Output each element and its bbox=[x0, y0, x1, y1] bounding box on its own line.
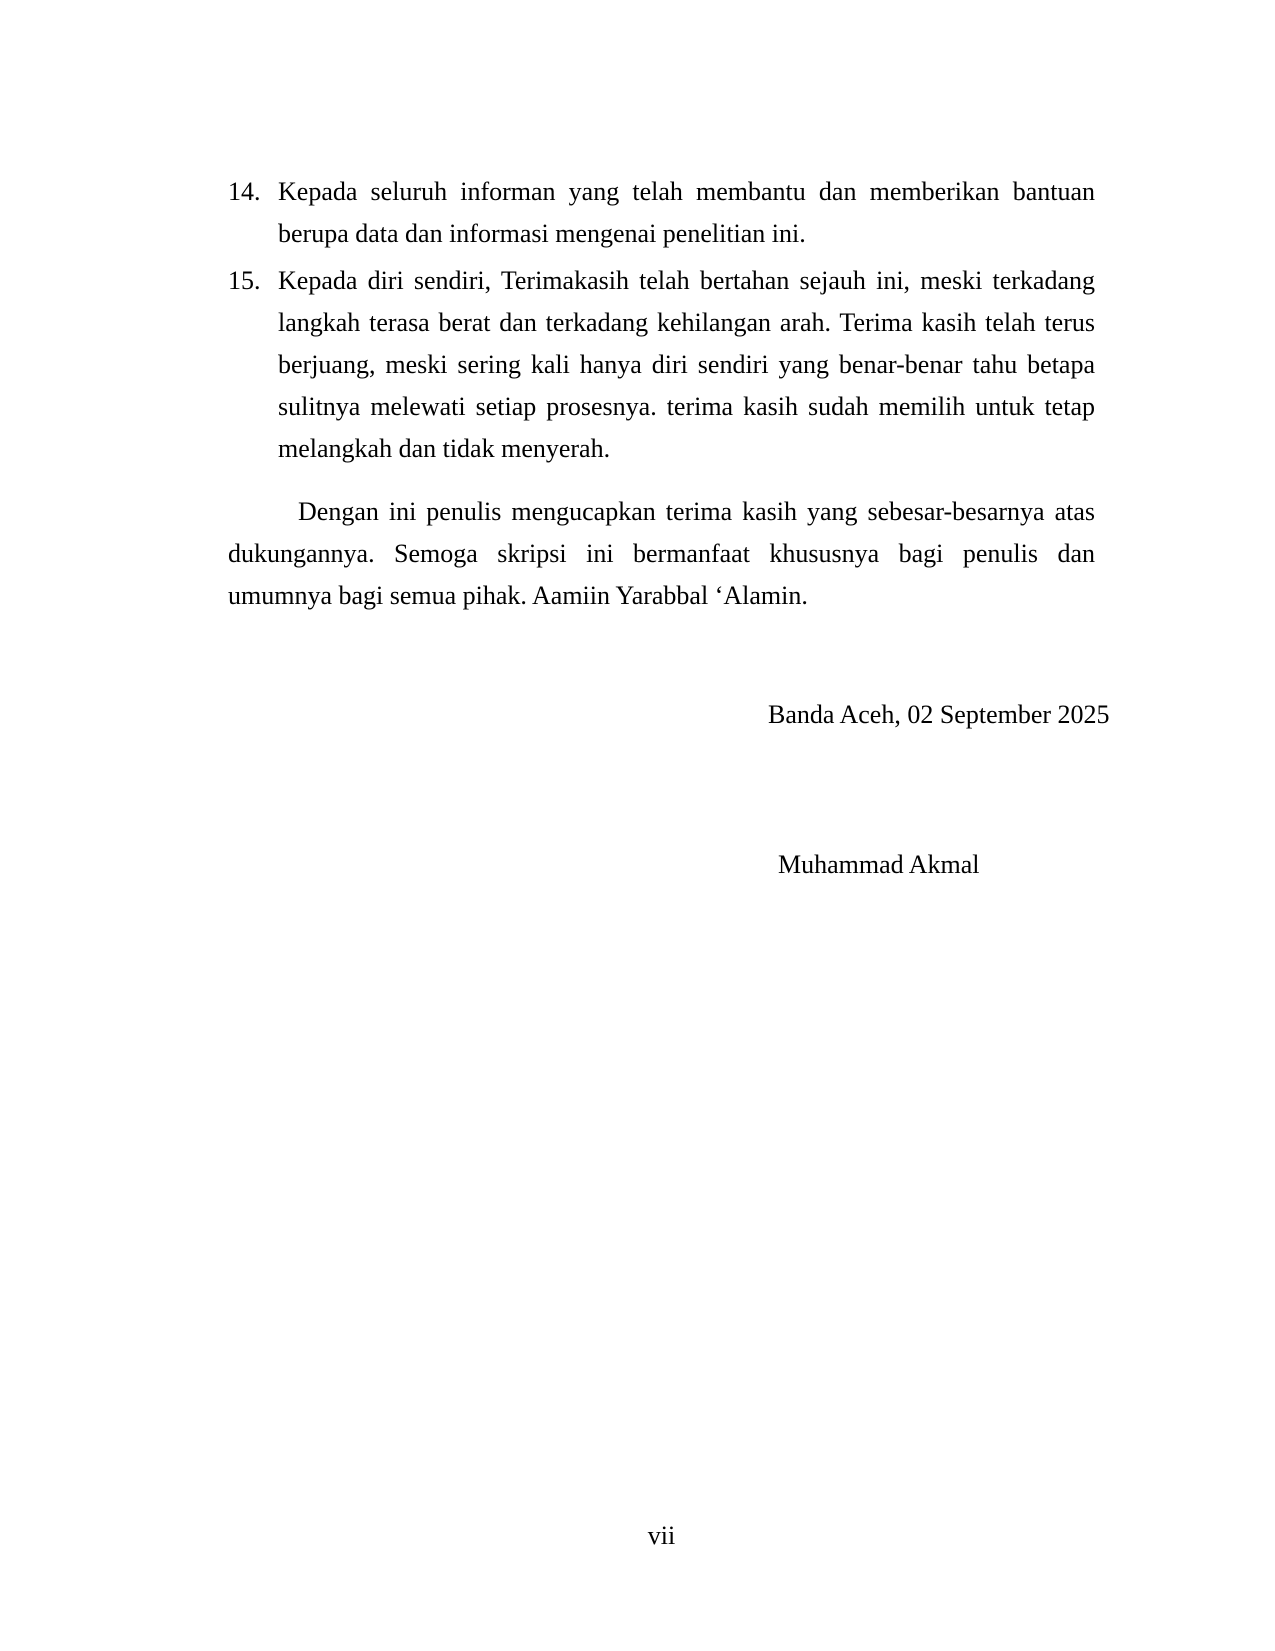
list-item bbox=[228, 171, 1095, 255]
list-item bbox=[228, 260, 1095, 470]
closing-paragraph: Dengan ini penulis mengucapkan terima kasih yang sebesar-besarnya atas dukungannya. Semoga skripsi ini bermanfaat khususnya bagi penulis dan umumnya bagi semua pihak. Aamiin Yarabbal ‘Alamin. bbox=[228, 497, 1095, 610]
list-item-number: 15. bbox=[228, 266, 261, 295]
signature-author-name: Muhammad Akmal bbox=[778, 850, 980, 879]
list-item-text: Kepada seluruh informan yang telah membantu dan memberikan bantuan berupa data dan informasi mengenai penelitian ini. bbox=[278, 177, 1095, 248]
signature-place-date: Banda Aceh, 02 September 2025 bbox=[768, 700, 1110, 729]
acknowledgement-list bbox=[228, 171, 1095, 470]
page-content bbox=[228, 171, 1110, 886]
list-item-number: 14. bbox=[228, 177, 261, 206]
page-number: vii bbox=[647, 1521, 676, 1550]
list-item-text: Kepada diri sendiri, Terimakasih telah bertahan sejauh ini, meski terkadang langkah terasa berat dan terkadang kehilangan arah. Terima kasih telah terus berjuang, meski sering kali hanya diri sendiri yang benar-benar tahu betapa sulitnya melewati setiap prosesnya. terima kasih sudah memilih untuk tetap melangkah dan tidak menyerah. bbox=[278, 266, 1095, 463]
